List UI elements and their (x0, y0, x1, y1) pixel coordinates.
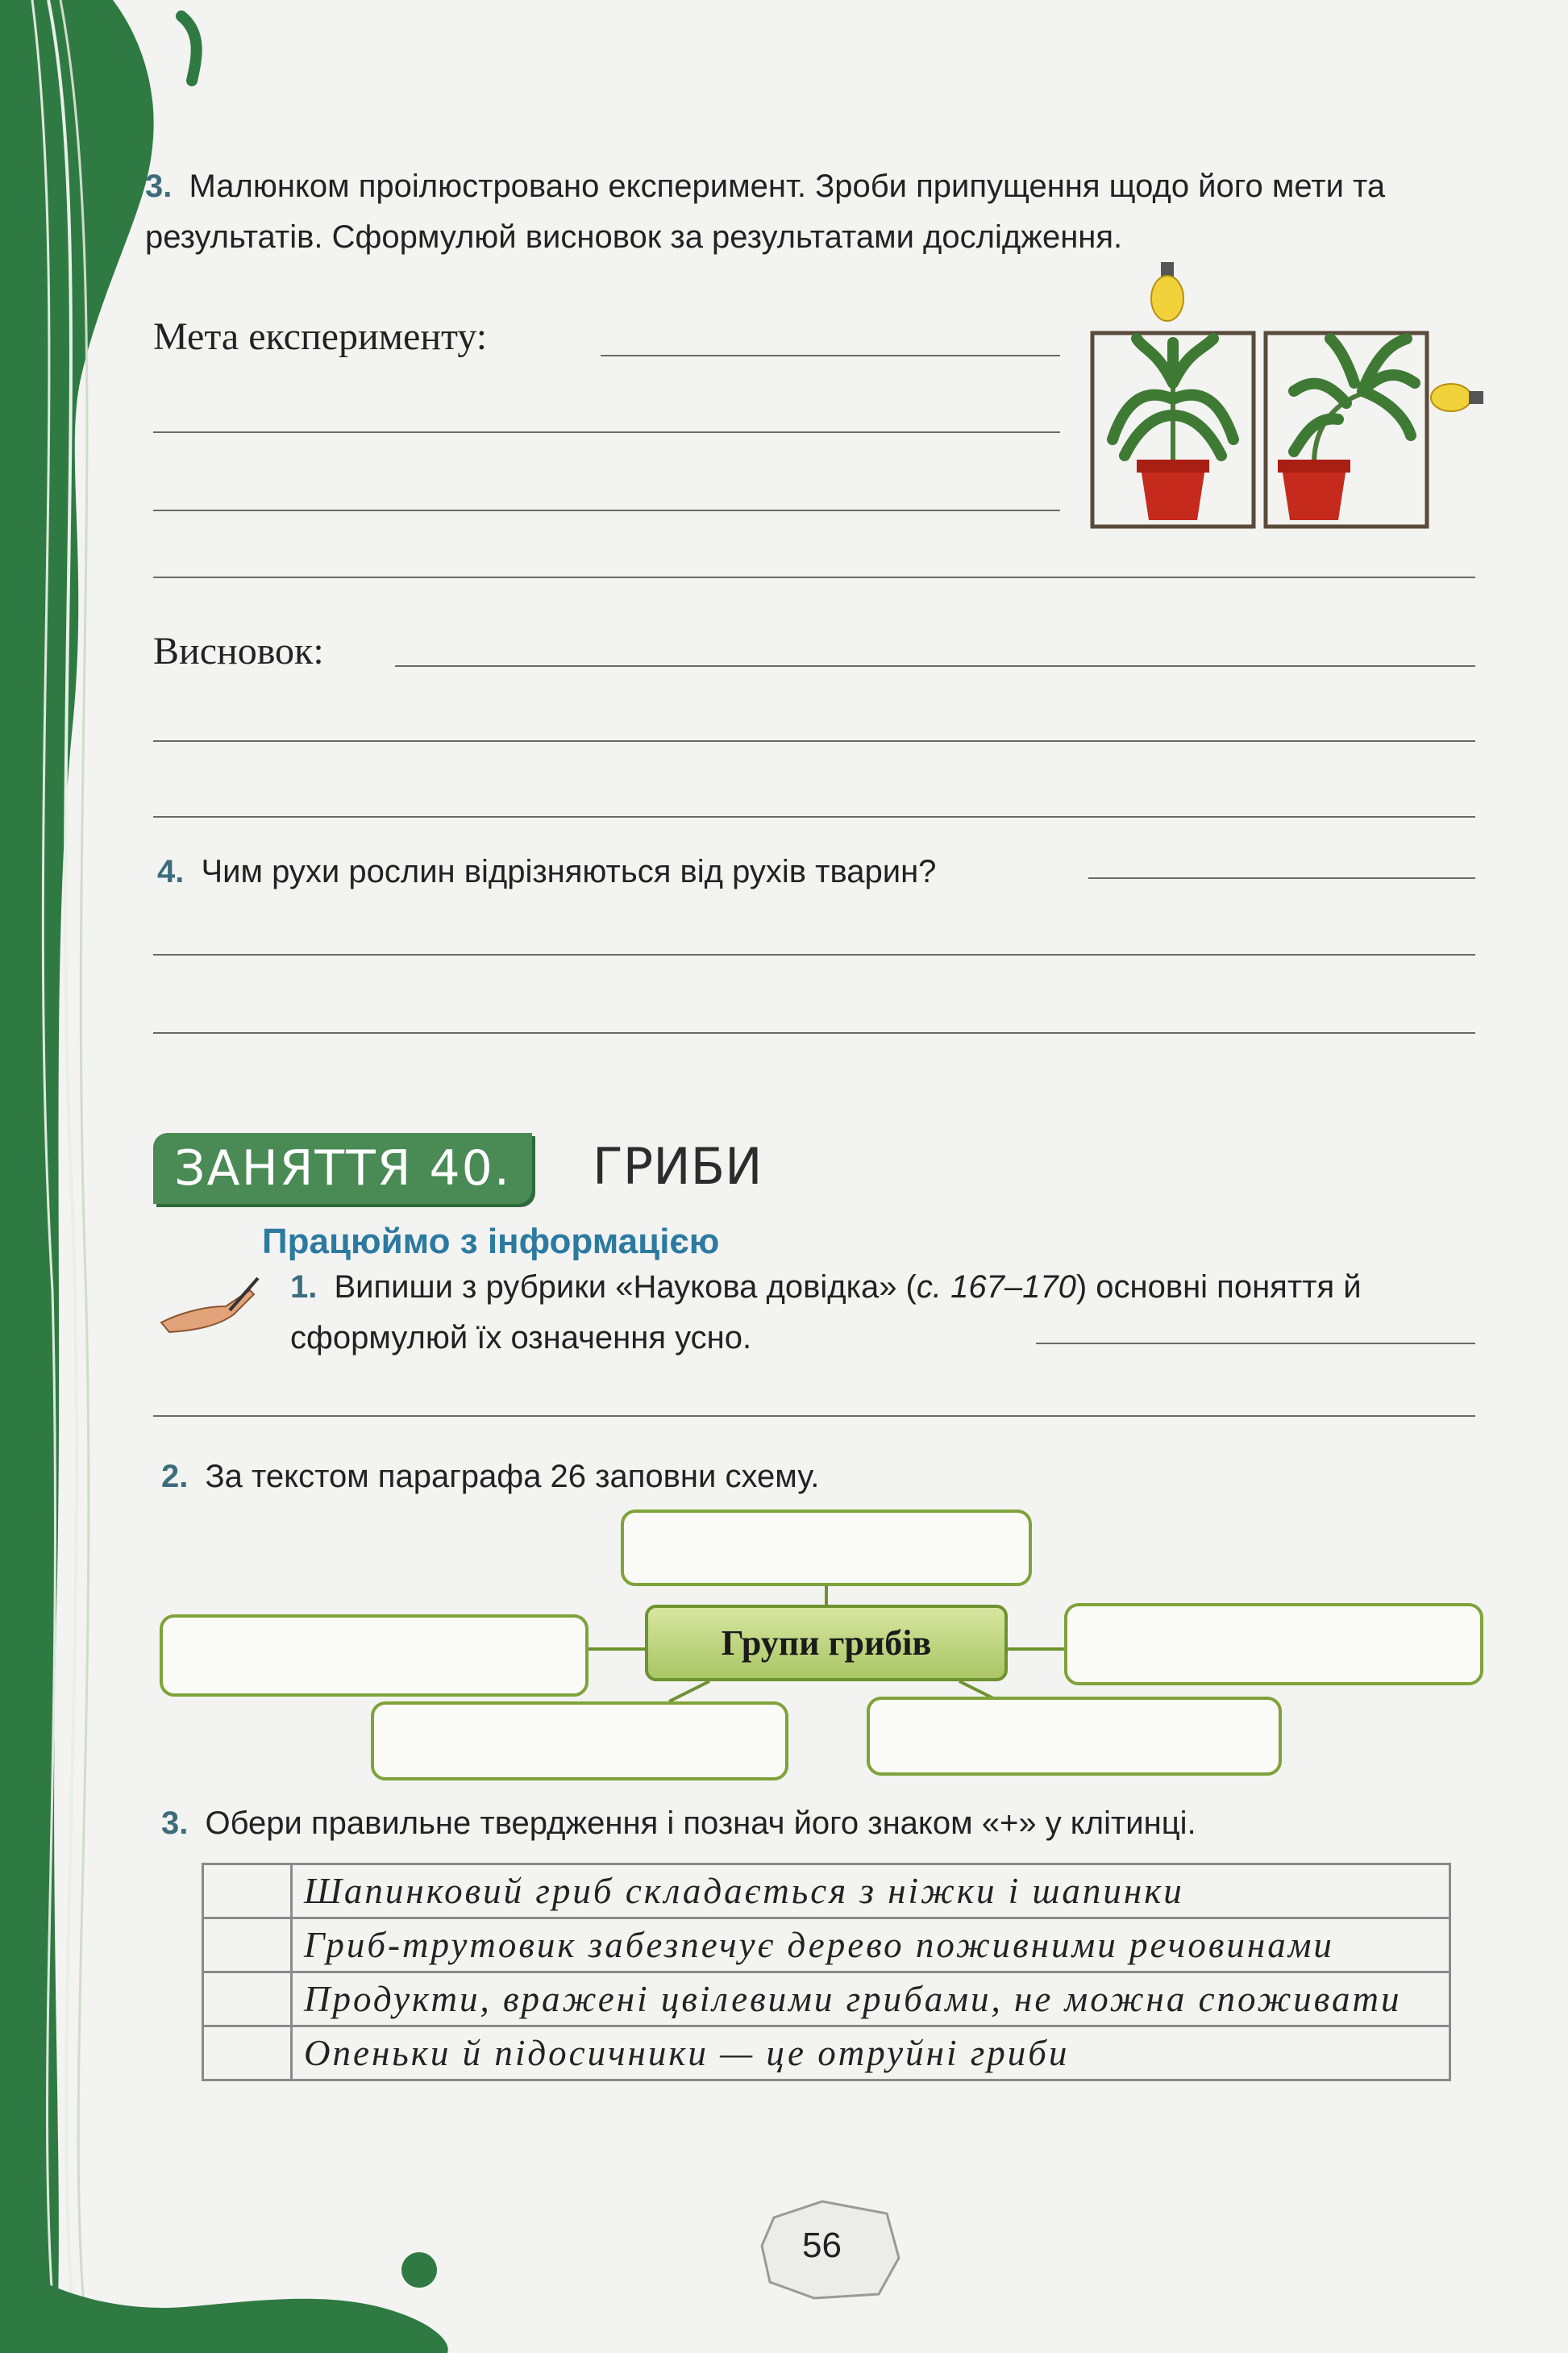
task-text: Обери правильне твердження і познач його знаком «+» у клітинці. (205, 1805, 1196, 1841)
conclusion-label: Висновок: (153, 630, 324, 673)
task-text-after: ) основні поняття й сформулюй їх означення усно. (290, 1269, 1362, 1356)
table-row (203, 1972, 1450, 2026)
checkbox-cell[interactable] (203, 1864, 292, 1918)
checkbox-cell[interactable] (203, 1972, 292, 2026)
task-text-ref: с. 167–170 (916, 1269, 1076, 1305)
scheme-box-right[interactable] (1064, 1603, 1483, 1685)
task-text: За текстом параграфа 26 заповни схему. (205, 1459, 820, 1494)
checkbox-cell[interactable] (203, 2026, 292, 2080)
task-3 (161, 1798, 1196, 1849)
statement-text: Гриб-трутовик забезпечує дерево поживними речовинами (292, 1918, 1450, 1972)
lesson-title: ГРИБИ (593, 1137, 763, 1196)
scheme-box-left[interactable] (160, 1614, 589, 1697)
question-number: 4. (157, 854, 185, 889)
scheme-center-box: Групи грибів (645, 1605, 1008, 1681)
task-number: 3. (161, 1805, 189, 1841)
question-text: Малюнком проілюстровано експеримент. Зроби припущення щодо його мети та результатів. Сформулюй висновок за результатами дослідження. (145, 169, 1386, 255)
page-number: 56 (802, 2226, 842, 2265)
statement-text: Опеньки й підосичники — це отруйні гриби (292, 2026, 1450, 2080)
task-text-before: Випиши з рубрики «Наукова довідка» ( (334, 1269, 917, 1305)
table-row (203, 1918, 1450, 1972)
question-text: Чим рухи рослин відрізняються від рухів тварин? (201, 854, 937, 889)
goal-label: Мета експерименту: (153, 315, 488, 358)
checkbox-cell[interactable] (203, 1918, 292, 1972)
table-row (203, 2026, 1450, 2080)
question-number: 3. (145, 169, 173, 204)
lesson-badge-text: ЗАНЯТТЯ 40. (174, 1140, 511, 1197)
section-heading: Працюймо з інформацією (262, 1222, 720, 1261)
task-number: 2. (161, 1459, 189, 1494)
task-number: 1. (290, 1269, 318, 1305)
statement-text: Продукти, вражені цвілевими грибами, не можна споживати (292, 1972, 1450, 2026)
scheme-box-top[interactable] (621, 1510, 1032, 1586)
statements-table (202, 1863, 1451, 2081)
statement-text: Шапинковий гриб складається з ніжки і шапинки (292, 1864, 1450, 1918)
scheme-box-bottom-left[interactable] (371, 1701, 788, 1780)
scheme-box-bottom-right[interactable] (867, 1697, 1282, 1776)
table-row (203, 1864, 1450, 1918)
